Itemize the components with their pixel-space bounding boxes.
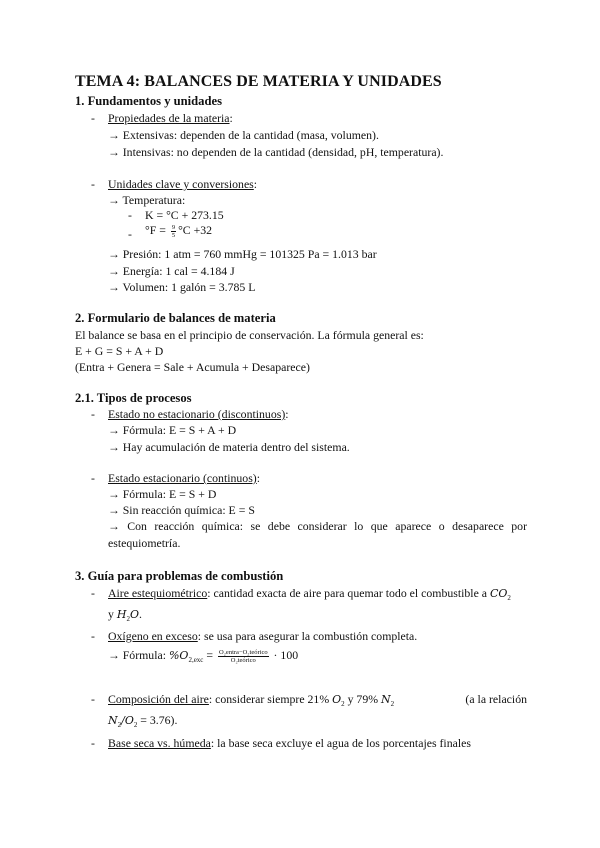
frac-num: O₂entra−O₂teórico xyxy=(218,648,268,656)
ratio-o-sub: 2 xyxy=(133,721,138,729)
n2-symbol: N xyxy=(381,693,391,706)
formula-label: → Fórmula: xyxy=(108,648,169,662)
equals: = xyxy=(203,648,216,662)
y-word: y xyxy=(108,607,117,621)
co2-sub: 2 xyxy=(507,594,511,602)
co2-symbol: CO xyxy=(489,587,508,600)
base-seca-text: : la base seca excluye el agua de los porcentajes finales xyxy=(210,736,471,750)
exceso-fraction xyxy=(218,649,269,664)
volumen-line: → Volumen: 1 galón = 3.785 L xyxy=(108,280,256,294)
o2-sub: 2 xyxy=(341,700,345,708)
bullet-dash: - xyxy=(91,736,95,750)
oxigeno-exceso-text: : se usa para asegurar la combustión completa. xyxy=(197,629,418,643)
props-line xyxy=(108,110,233,127)
h2o-o: O xyxy=(129,608,139,621)
est-formula-line: → Fórmula: E = S + D xyxy=(108,487,217,501)
section-2-heading: 2. Formulario de balances de materia xyxy=(75,311,276,325)
ratio-n: N xyxy=(108,714,118,727)
con-reaccion-line: → Con reacción química: se debe considerar lo que aparece o desaparece por xyxy=(108,519,527,533)
document-title: TEMA 4: BALANCES DE MATERIA Y UNIDADES xyxy=(75,73,442,90)
oxigeno-exceso-line xyxy=(108,628,417,645)
no-est-desc-line: → Hay acumulación de materia dentro del sistema. xyxy=(108,440,350,454)
sub-bullet-dash: - xyxy=(128,208,132,222)
unidades-colon: : xyxy=(253,177,258,191)
estacionario-line xyxy=(108,470,260,487)
ratio-line xyxy=(108,712,177,731)
composicion-text: : considerar siempre 21% xyxy=(208,692,333,706)
bullet-dash: - xyxy=(91,177,95,191)
balance-legend: (Entra + Genera = Sale + Acumula + Desaparece) xyxy=(75,360,310,374)
kelvin-line: K = °C + 273.15 xyxy=(145,208,224,222)
bullet-dash: - xyxy=(91,629,95,643)
temperatura-line: → Temperatura: xyxy=(108,193,186,207)
intensivas-line: → Intensivas: no dependen de la cantidad (densidad, pH, temperatura). xyxy=(108,145,444,159)
balance-formula: E + G = S + A + D xyxy=(75,344,164,358)
ratio-n-sub: 2 xyxy=(117,721,122,729)
bullet-dash: - xyxy=(91,111,95,125)
con-reaccion-line-2: estequiometría. xyxy=(108,536,181,550)
energia-line: → Energía: 1 cal = 4.184 J xyxy=(108,264,235,278)
aire-esteq-text: : cantidad exacta de aire para quemar todo el combustible a xyxy=(207,586,490,600)
props-colon: : xyxy=(229,111,233,125)
base-seca-title: Base seca vs. húmeda xyxy=(108,736,211,750)
no-est-formula-line: → Fórmula: E = S + A + D xyxy=(108,423,237,437)
balance-intro: El balance se basa en el principio de conservación. La fórmula general es: xyxy=(75,328,424,342)
fahr-den: 5 xyxy=(171,231,176,239)
bullet-dash: - xyxy=(91,586,95,600)
estacionario-colon: : xyxy=(256,471,261,485)
exceso-formula-line xyxy=(108,647,298,666)
composicion-mid: y 79% xyxy=(344,692,381,706)
h2o-sub: 2 xyxy=(126,615,130,623)
o2-symbol: O xyxy=(332,693,342,706)
section-3-heading: 3. Guía para problemas de combustión xyxy=(75,569,284,583)
no-estacionario-line xyxy=(108,406,289,423)
pct-o: %O xyxy=(168,649,189,662)
fahr-left: °F = xyxy=(145,223,169,237)
sub-bullet-dash: - xyxy=(128,227,132,241)
h2o-dot: . xyxy=(138,607,142,621)
h2o-h: H xyxy=(116,608,127,621)
base-seca-line xyxy=(108,735,471,752)
section-1-heading: 1. Fundamentos y unidades xyxy=(75,94,222,108)
aire-esteq-line xyxy=(108,585,511,604)
composicion-title: Composición del aire xyxy=(108,692,209,706)
estacionario-title: Estado estacionario (continuos) xyxy=(108,471,257,485)
ratio-value: = 3.76). xyxy=(137,713,178,727)
h2o-line xyxy=(108,606,142,625)
composicion-end: (a la relación xyxy=(465,692,527,706)
extensivas-line: → Extensivas: dependen de la cantidad (masa, volumen). xyxy=(108,128,379,142)
unidades-title: Unidades clave y conversiones xyxy=(108,177,254,191)
section-2-1-heading: 2.1. Tipos de procesos xyxy=(75,391,192,405)
oxigeno-exceso-title: Oxígeno en exceso xyxy=(108,629,198,643)
composicion-line xyxy=(108,691,527,710)
frac-den: O₂teórico xyxy=(230,656,256,664)
presion-line: → Presión: 1 atm = 760 mmHg = 101325 Pa = 1.013 bar xyxy=(108,247,377,261)
ratio-slash-o: /O xyxy=(121,714,134,727)
bullet-dash: - xyxy=(91,407,95,421)
no-estacionario-title: Estado no estacionario (discontinuos) xyxy=(108,407,286,421)
fahr-right: °C +32 xyxy=(178,223,213,237)
fahrenheit-line xyxy=(145,222,212,239)
unidades-line xyxy=(108,176,257,193)
bullet-dash: - xyxy=(91,471,95,485)
no-estacionario-colon: : xyxy=(285,407,289,421)
times-100: · 100 xyxy=(270,648,299,662)
bullet-dash: - xyxy=(91,692,95,706)
pct-sub: 2,exc xyxy=(188,656,204,664)
props-title: Propiedades de la materia xyxy=(108,111,230,125)
sin-reaccion-line: → Sin reacción química: E = S xyxy=(108,503,255,517)
n2-sub: 2 xyxy=(390,700,395,708)
fahr-num: 9 xyxy=(171,223,176,231)
aire-esteq-title: Aire estequiométrico xyxy=(108,586,208,600)
fahr-fraction xyxy=(171,224,176,239)
